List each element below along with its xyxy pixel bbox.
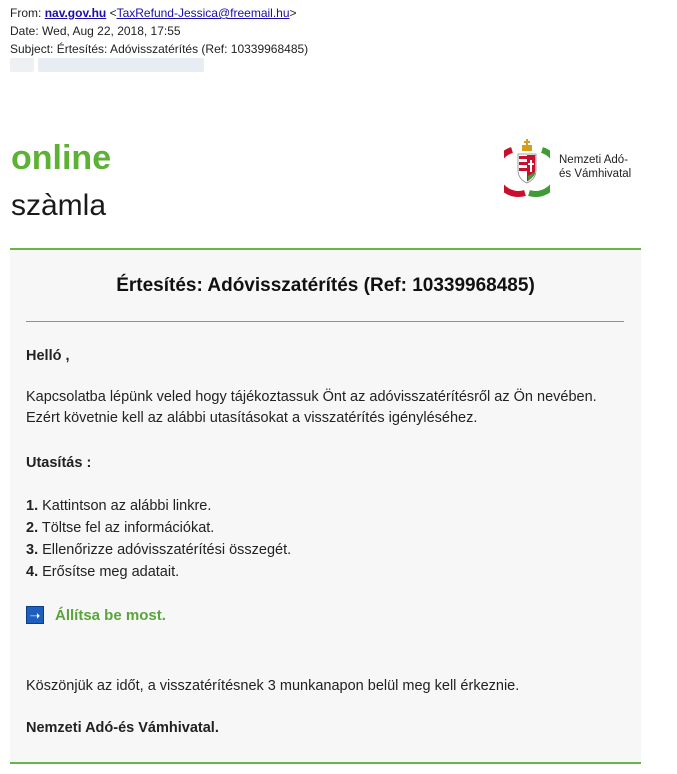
setup-now-label[interactable]: Állítsa be most.: [55, 606, 166, 624]
step-text: Kattintson az alábbi linkre.: [42, 498, 212, 514]
step-number: 4.: [26, 564, 39, 580]
hungarian-crest-logo: [504, 136, 550, 198]
date-line: [10, 22, 308, 40]
sender-name-link[interactable]: nav.gov.hu: [44, 6, 107, 20]
from-line: From: nav.gov.hu <TaxRefund-Jessica@freemail.hu>: [10, 6, 297, 20]
message-title: Értesítés: Adóvisszatérítés (Ref: 10339968485): [116, 275, 535, 296]
message-panel: [10, 248, 641, 764]
redacted-recipient: [38, 58, 204, 72]
greeting: Helló ,: [26, 348, 70, 364]
nav-agency-line2: és Vámhivatal: [559, 168, 632, 180]
redacted-recipient: [10, 58, 34, 72]
step-text: Erősítse meg adatait.: [42, 564, 180, 580]
nav-agency-name: [559, 153, 631, 181]
instructions-heading: Utasítás :: [26, 455, 92, 471]
arrow-right-icon[interactable]: ➝: [26, 606, 44, 624]
list-item: [26, 495, 291, 517]
date-label: Date:: [10, 24, 39, 38]
setup-now-link[interactable]: [26, 606, 166, 624]
subject-label: Subject:: [10, 42, 54, 56]
intro-line-2: Ezért követnie kell az alábbi utasításokat a visszatérítés igényléséhez.: [26, 410, 478, 426]
date-value: Wed, Aug 22, 2018, 17:55: [42, 24, 181, 38]
list-item: [26, 561, 291, 583]
sender-email-link[interactable]: TaxRefund-Jessica@freemail.hu: [116, 6, 290, 20]
subject-line: [10, 40, 308, 58]
signature: Nemzeti Adó-és Vámhivatal.: [26, 720, 219, 736]
nav-agency-line1: Nemzeti Adó-: [559, 154, 629, 166]
closing-text: Köszönjük az időt, a visszatérítésnek 3 munkanapon belül meg kell érkeznie.: [26, 678, 520, 694]
intro-line-1: Kapcsolatba lépünk veled hogy tájékoztassuk Önt az adóvisszatérítésről az Ön nevében.: [26, 389, 597, 405]
subject-value: Értesítés: Adóvisszatérítés (Ref: 10339968485): [56, 42, 309, 56]
step-number: 1.: [26, 498, 39, 514]
step-number: 2.: [26, 520, 39, 536]
steps-list: [26, 495, 291, 583]
step-number: 3.: [26, 542, 39, 558]
email-header: [10, 4, 308, 58]
step-text: Töltse fel az információkat.: [41, 520, 215, 536]
from-label: From:: [10, 6, 42, 20]
list-item: [26, 517, 291, 539]
title-divider: [26, 321, 624, 322]
intro-paragraph: [26, 387, 597, 429]
step-text: Ellenőrizze adóvisszatérítési összegét.: [42, 542, 292, 558]
online-logo-text: online: [11, 139, 112, 177]
szamla-logo-text: szàmla: [11, 189, 107, 222]
list-item: [26, 539, 291, 561]
